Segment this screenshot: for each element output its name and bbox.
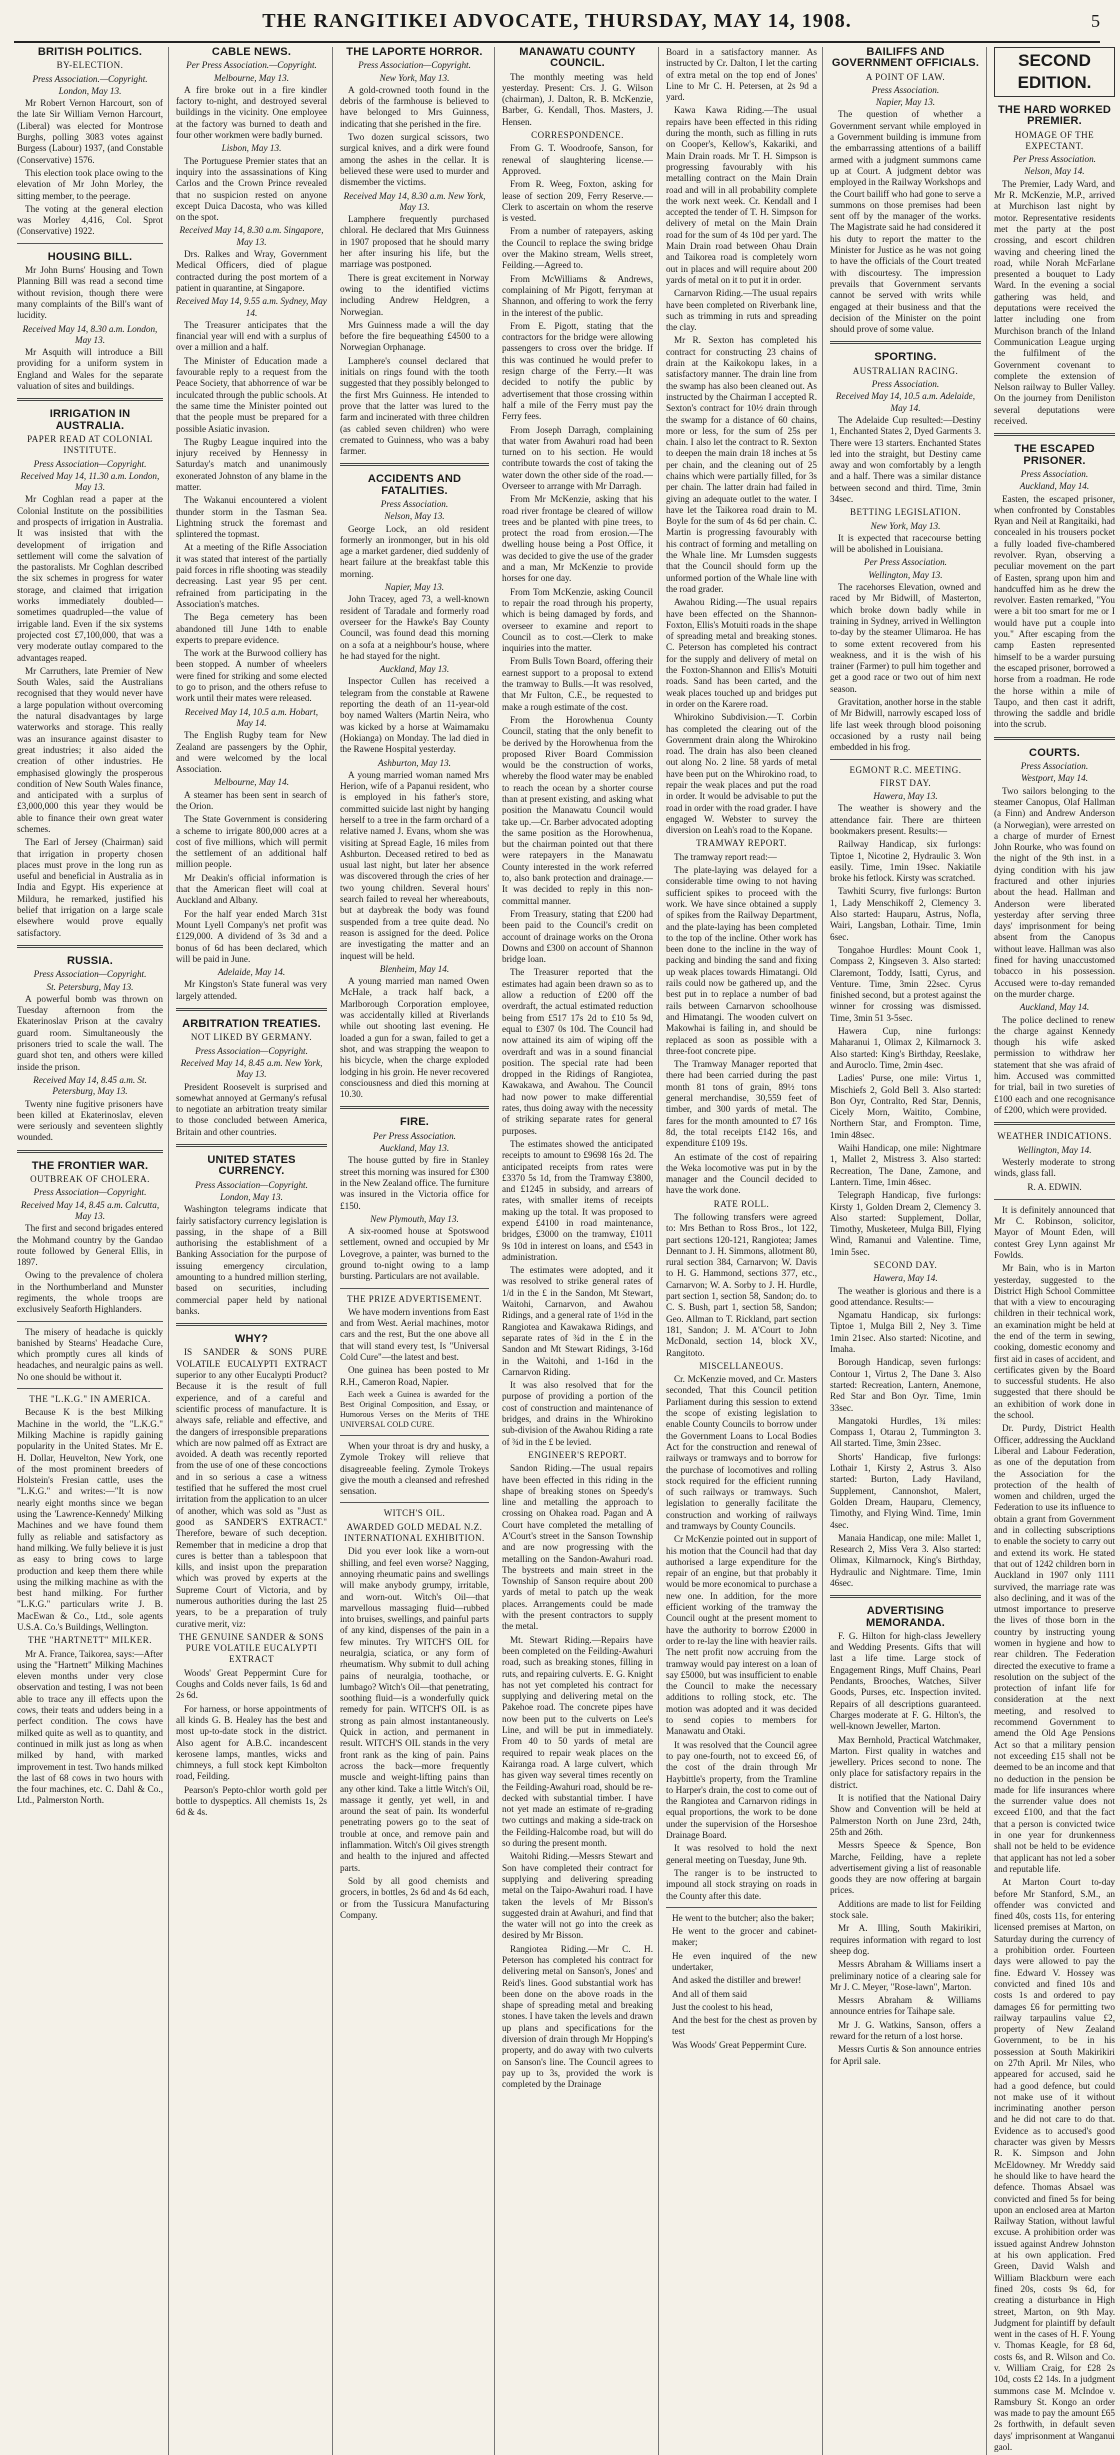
dateline: Lisbon, May 13.: [221, 143, 282, 154]
article-text: At a meeting of the Rifle Association it was stated that interest of the partially paid forces in rifle shooting was steadily decreasing. Last year 95 per cent. refrained from participating in the Association's matches.: [176, 542, 327, 609]
subheading: CORRESPONDENCE.: [531, 130, 624, 141]
article-text: This election took place owing to the elevation of Mr John Morley, the sitting member, to the peerage.: [17, 167, 163, 201]
article-text: IS SANDER & SONS PURE VOLATILE EUCALYPTI EXTRACT superior to any other Eucalypti Product? Because it is the result of full experience, and of a careful and scientific process of manufacture. It is always safe, reliable and effective, and the dangers of irresponsible preparations which are now palmed off as Extract are avoided. A death was recently reported from the use of one of these concoctions and in so serious a case a witness testified that he suffered the most cruel irritation from the application to an ulcer of another, which was sold as "Just as good as SANDER'S EXTRACT." Therefore, beware of such deception. Remember that in medicine a drop that cures is better than a tablespoon that kills, and insist upon the preparation which was proved by experts at the Supreme Court of Victoria, and by numerous authorities during the last 25 years, to be a preparation of truly curative merit, viz:: [176, 1347, 327, 1629]
article-text: A powerful bomb was thrown on Tuesday afternoon from the Ekaterinoslav Prison at the cavalry guard room. Simultaneously the prisoners tried to scale the wall. The guard shot ten, and others were killed inside the prison.: [17, 993, 163, 1072]
article-text: It was resolved to hold the next general meeting on Tuesday, June 9th.: [666, 1843, 817, 1865]
headline: MANAWATU COUNTY COUNCIL.: [519, 46, 636, 70]
article-text: Mr R. Sexton has completed his contract for constructing 23 chains of drain at the Kaikokopu lakes, in a satisfactory manner. The drain line from the swamp has also been cleaned out. As instructed by the Chairman I accepted R. Sexton's contract for 10½ drain through the swamp for a distance of 60 chains, more or less, for the sum of 25s per chain. I also let the contract to R. Sexton to deepen the main drain 18 inches at 5s per chain, and the cleaning out of 25 chains which were partially filled, for 3s per chain. The latter drain had failed in giving an adequate outlet to the water. I have let the Taikorea road drain to M. Boyle for the sum of 4s 6d per chain. C. Martin is progressing favourably with his contract of forming and metalling on the Whale line. Mr Lumsden suggests that the Council should form up the unformed portion of the Whale line with the road grader.: [666, 335, 817, 594]
source-line: Press Association.: [871, 379, 940, 390]
dateline: Nelson, May 13.: [384, 511, 445, 522]
headline: BRITISH POLITICS.: [37, 46, 143, 58]
article-text: The Wakanui encountered a violent thunder storm in the Tasman Sea. Lightning struck the foremast and splintered the topmast.: [176, 495, 327, 540]
article-text: Telegraph Handicap, five furlongs: Kirsty 1, Golden Dream 2, Clemency 3. Also started: Supplement, Dollar, Timothy, Musketeer, Mulga Bill, Flying Wind, Ramanui and Valentine. Time, 1min 5sec.: [830, 1190, 981, 1257]
masthead: [14, 10, 1100, 43]
subheading: PAPER READ AT COLONIAL INSTITUTE.: [27, 433, 153, 456]
article-text: We have modern inventions from East and from West. Aerial machines, motor cars and the rest, But the one above all that will stand every test, Is "Universal Cold Cure"—the latest and best.: [340, 1306, 489, 1363]
dateline: Westport, May 14.: [1020, 773, 1089, 784]
headline: HOUSING BILL.: [47, 250, 133, 263]
article-text: The plate-laying was delayed for a considerable time owing to not having sufficient spikes to proceed with the work. We have since obtained a supply of spikes from the Railway Department, and the plate-laying has been completed to the top of the incline. Other work has been done to the incline in the way of packing and binding the sand and fixing up weak places towards Himatangi. Old rails could now be gathered up, and the best put in to replace a number of bad rails between Carnarvon schoolhouse and Himatangi. The wooden culvert on Makowhai is failing in, and should be replaced as soon as possible with a three-foot concrete pipe.: [666, 865, 817, 1056]
article-text: The estimates showed the anticipated receipts to amount to £9698 16s 2d. The anticipated receipts from rates were £3370 5s 1d, from the Tramway £3800, and £1245 in subsidy, and arrears of rates, with smaller items of receipts making up the total. It was proposed to expend £4100 in road maintenance, bridges, £3000 on the tramway, £1011 9s 10d in interest on loans, and £543 in administration.: [502, 1138, 653, 1262]
divider: [994, 1122, 1115, 1125]
dateline: Wellington, May 13.: [868, 569, 943, 580]
article-text: Shorts' Handicap, five furlongs: Lothair 1, Kirsty 2, Astrus 3. Also started: Burton, Lady Haviland, Supplement, Cannonshot, Malert, Golden Dream, Hauparu, Clemency, Timothy, and Flying Wind. Time, 1min 4sec.: [830, 1451, 981, 1530]
article-text: Inspector Cullen has received a telegram from the constable at Rawene reporting the death of an 11-year-old boy named Walters (Martin Neira, who was kicked by a horse at Waimamaku (Hokianga) on Monday. The lad died in the Rawene Hospital yesterday.: [340, 676, 489, 755]
article-text: The first and second brigades entered the Mohmand country by the Gandao route followed by General Ellis, in 1897.: [17, 1223, 163, 1268]
headline: ACCIDENTS AND FATALITIES.: [367, 473, 462, 497]
article-text: Tawhiti Scurry, five furlongs: Burton 1, Lady Menschikoff 2, Clemency 3. Also started: Hauparu, Astrus, Nofla, Wairi, Langsban, Lothair. Time, 1min 6sec.: [830, 886, 981, 942]
verse-line: And all of them said: [672, 1988, 748, 1999]
source-line: Press Association—Copyright.: [358, 60, 471, 71]
article-text: Messrs Speece & Spence, Bon Marche, Feilding, have a replete advertisement giving a list of reasonable goods they are now offering at bargain prices.: [830, 1840, 981, 1896]
headline: ADVERTISING MEMORANDA.: [866, 1605, 945, 1629]
article-text: The Adelaide Cup resulted:—Destiny 1, Enchanted States 2, Dyed Garments 3. There were 13 starters. Enchanted States led into the straight, but Destiny came away and won comfortably by a length and a half. There was a similar distance between second and third. Time, 3min 34sec.: [830, 414, 981, 504]
headline: SPORTING.: [874, 351, 937, 364]
article-text: Cr. McKenzie moved, and Cr. Masters seconded, That this Council petition Parliament during this session to extend the scope of existing legislation to enable County Councils to borrow under the Government Loans to Local Bodies Act for the construction and renewal of railways or tramways and to borrow for the purchase of locomotives and rolling stock required for the efficient running of such railways or tramways. Such legislation to generally facilitate the construction and working of railways and tramways by County Councils.: [666, 1374, 817, 1531]
dateline: Adelaide, May 14.: [217, 967, 286, 978]
verse-line: He went to the butcher; also the baker;: [672, 1912, 815, 1923]
article-text: F. G. Hilton for high-class Jewellery and Wedding Presents. Gifts that will last a life time. Large stock of Engagement Rings, Muff Chains, Pearl Pendants, Brooches, Watches, Silver Goods, Purses, etc. Inspection invited. Repairs of all descriptions guaranteed. Charges moderate at F. G. Hilton's, the well-known Jeweller, Marton.: [830, 1630, 981, 1732]
article-text: Waihi Handicap, one mile: Nightmare 1, Mallet 2, Mistress 3. Also started: Recreation, The Dane, Zamone, and Lantern. Time, 1min 46sec.: [830, 1143, 981, 1187]
dateline: Auckland, May 14.: [1019, 481, 1090, 492]
article-text: From E. Pigott, stating that the contractors for the bridge were allowing passengers to cross over the bridge. If this was continued he would prefer to resign charge of the Ferry.—It was decided to notify the public by advertisement that those crossing within half a mile of the Ferry must pay the Ferry fees.: [502, 320, 653, 422]
dateline: Received May 14, 9.55 a.m. Sydney, May 14.: [176, 296, 327, 318]
article-text: There is great excitement in Norway owing to the identified victims including Andrew Heldgren, a Norwegian.: [340, 272, 489, 317]
article-text: Lamphere frequently purchased chloral. He declared that Mrs Guinness in 1907 proposed that he should marry her after insuring his life, but the marriage was postponed.: [340, 214, 489, 270]
verse-line: He went to the grocer and cabinet-maker;: [672, 1926, 817, 1948]
article-text: A six-roomed house at Spotswood settlement, owned and occupied by Mr Lovegrove, a painter, was burned to the ground to-night owing to a lamp bursting. Particulars are not available.: [340, 1226, 489, 1282]
article-text: It was also resolved that for the purpose of providing a portion of the cost of construction and maintenance of bridges, and drains in the Whirokino sub-division of the Awahou Riding a rate of ¾d in the £ be levied.: [502, 1380, 653, 1447]
headline: ARBITRATION TREATIES.: [182, 1018, 321, 1031]
article-text: Waitohi Riding.—Messrs Stewart and Son have completed their contract for supplying and delivering spreading metal on the Taipo-Awahuri road. I have taken the levels of Mr Bisson's suggested drain at Awahuri, and find that the water will not go into the creek as desired by Mr Bisson.: [502, 1851, 653, 1941]
article-text: The question of whether a Government servant while employed in a Government building is immune from the embarrassing attentions of a bailiff armed with a judgment summons came up at Court. A judgment debtor was employed in the Railway Workshops and the Court bailiff who had gone to serve a summons on those premises had been sent off by the manager of the works. The Magistrate said he had considered it his duty to report the matter to the Minister for Justice as he was not going to have the officials of the Court treated with discourtesy. The impression prevails that Government servants cannot be served with writs while engaged at their business and that the decision of the Minister on the point should prove of some value.: [830, 109, 981, 335]
article-text: Mr Robert Vernon Harcourt, son of the late Sir William Vernon Harcourt, (Liberal) was elected for Montrose Burghs, polling 3083 votes against Burgess (Labour) 1937, (and Constable (Conservative) 1576.: [17, 98, 163, 165]
article-text: Did you ever look like a worn-out shilling, and feel even worse? Nagging, annoying rheumatic pains and swellings will make anybody grumpy, irritable, and worn-out. Witch's Oil—that marvellous massaging fluid—rubbed into bruises, swellings, and painful parts of any kind, dispenses of the pain in a few minutes. Try WITCH'S OIL for neuralgia, sciatica, or any form of rheumatism. Why submit to dull aching pains of neuralgia, toothache, or lumbago? Witch's Oil—that penetrating, soothing fluid—is a wonderfully quick remedy for pain. WITCH'S OIL is as strong as pain almost instantaneously. Quick in action, and permanent in result. WITCH'S OIL stands in the very front rank as the king of pain. Pains across the back—more frequently muscle and weight-lifting pains than any other kind. Take a little Witch's Oil, massage it gently, yet well, in and around the seat of pain. Its wonderful penetrating powers go to the seat of trouble at once, and remove pain and inflammation. Witch's Oil gives strength and health to the injured and affected parts.: [340, 1546, 489, 1873]
divider: [17, 243, 163, 244]
article-text: The Rugby League inquired into the injury received by Hennessy in Saturday's match and unanimously exonerated Johnston of any blame in the matter.: [176, 436, 327, 492]
article-text: Mr J. G. Watkins, Sanson, offers a reward for the return of a lost horse.: [830, 2019, 981, 2041]
column-3: [337, 47, 495, 2455]
article-text: Mr Asquith will introduce a Bill providing for a uniform system in England and Wales for the separate valuation of sites and buildings.: [17, 347, 163, 392]
article-text: A fire broke out in a fire kindler factory to-night, and destroyed several buildings in the vicinity. One employee at the factory was burned to death and four other workmen were badly burned.: [176, 84, 327, 141]
article-text: It was resolved that the Council agree to pay one-fourth, not to exceed £6, of the cost of the drain through Mr Haybittle's property, from the Tramline to Harper's drain, the cost to come out of the Rangiotea and Carnarvon ridings in equal proportions, the work to be done under the supervision of the Horseshoe Drainage Board.: [666, 1739, 817, 1841]
dateline: Nelson, May 14.: [1024, 166, 1085, 177]
dateline: Received May 14, 10.5 a.m. Hobart, May 14.: [184, 706, 319, 728]
source-line: Press Association.: [1020, 761, 1089, 772]
article-text: The Premier, Lady Ward, and Mr R. McKenzie, M.P., arrived at Murchison last night by motor. Representative residents met the party at the post crossing, and escort children waving and cheering lined the road, while Norah McFarlane presented a bouquet to Lady Ward. In the evening a social gathering was held, and deputations were received the latter including one from Murchison branch of the Inland Communication League urging the fulfilment of the Government covenant to complete the extension of Nelson railway to Buller Valley. On the journey from Deniliston several deputations were received.: [994, 178, 1115, 427]
signature: R. A. EDWIN.: [1027, 1182, 1082, 1193]
article-text: Mt. Stewart Riding.—Repairs have been completed on the Feilding-Awahuri road, such as breaking stones, filling in ruts, and repairing culverts. E. G. Knight has not yet completed his contract for supplying and delivering metal on the Pakehoe road. The concrete pipes have now been put to the culverts on Lee's Line, and will be put in immediately. From 40 to 50 yards of metal are required to repair weak places on the Kairanga road. A large culvert, which has given way several times recently on the Feilding-Awahuri road, should be re-decked with substantial timber. I have not yet made an estimate of re-grading two cuttings and making a side-track on the Feilding-Halcombe road, but will do so during the present month.: [502, 1634, 653, 1849]
dateline: Wellington, May 14.: [1017, 1144, 1092, 1155]
divider: [340, 1288, 489, 1289]
headline: THE HARD WORKED PREMIER.: [998, 104, 1111, 128]
article-text: Each week a Guinea is awarded for the Best Original Composition, and Essay, or Humorous Verses on the Merits of THE UNIVERSAL COLD CURE.: [340, 1389, 489, 1429]
article-text: Messrs Abraham & Williams announce entries for Taihape sale.: [830, 1995, 981, 2017]
article-text: Pearson's Pepto-chlor worth gold per bottle to dyspeptics. All chemists 1s, 2s 6d & 4s.: [176, 1784, 327, 1818]
column-4: [499, 47, 659, 2455]
divider: [994, 1199, 1115, 1200]
article-text: The tramway report read:—: [674, 851, 777, 862]
divider: [340, 463, 489, 466]
source-line: Press Association.: [380, 498, 449, 509]
subheading: FIRST DAY.: [879, 777, 932, 788]
article-text: Manaia Handicap, one mile: Mallet 1, Research 2, Miss Vera 3. Also started: Olimax, Kilmarnock, King's Birthday, Hydraulic and Nightmare. Time, 1min 46sec.: [830, 1532, 981, 1588]
divider: [176, 1008, 327, 1011]
dateline: Received May 14, 8.45 a.m. St. Petersburg, May 13.: [33, 1074, 147, 1097]
divider: [830, 1595, 981, 1598]
article-text: Washington telegrams indicate that fairly satisfactory currency legislation is passing, in the shape of a Bill authorising the establishment of a Banking Association for the purpose of issuing emergency circulation, amounting to a hundred million sterling, based on securities, including commercial paper held by national banks.: [176, 1204, 327, 1316]
headline: THE LAPORTE HORROR.: [346, 46, 483, 58]
subheading: A POINT OF LAW.: [865, 71, 946, 82]
headline: IRRIGATION IN AUSTRALIA.: [49, 408, 131, 432]
divider: [340, 1106, 489, 1109]
dateline: Napier, May 13.: [384, 582, 445, 593]
source-line: Per Press Association.: [373, 1130, 456, 1141]
article-text: President Roosevelt is surprised and somewhat annoyed at Germany's refusal to negotiate an arbitration treaty similar to those concluded between America, Britain and other countries.: [176, 1081, 327, 1137]
article-text: The English Rugby team for New Zealand are passengers by the Ophir, and were welcomed by the local Association.: [176, 730, 327, 775]
source-line: Per Press Association.—Copyright.: [186, 60, 317, 71]
article-text: Messrs Abraham & Williams insert a preliminary notice of a clearing sale for Mr J. C. Meyer, "Rose-lawn", Marton.: [830, 1959, 981, 1992]
article-text: Westerly moderate to strong winds, glass fall.: [994, 1156, 1115, 1179]
dateline: Blenheim, May 14.: [379, 963, 450, 974]
article-text: Two dozen surgical scissors, two surgical knives, and a dirk were found among the ashes in the cellar. It is believed these were used to murder and dismember the victims.: [340, 132, 489, 188]
article-text: The Treasurer reported that the estimates had again been drawn so as to allow a reduction of £200 off the overdraft, the actual estimated reduction being from £517 17s 2d to £10 5s 9d, equal to £307 0s 10d. The Council had now attained its aim of wiping off the overdraft and was in a sound financial position. The special rate had been dropped in the Ridings of Rangiotea, Kawakawa, and Awahou. The Council had now power to make differential rates, thus doing away with the necessity of striking separate rates for general purposes.: [502, 967, 653, 1136]
article-text: From Treasury, stating that £200 had been paid to the Council's credit on account of drainage works on the Orona Downs and £300 on account of Shannon bridge loan.: [502, 908, 653, 965]
edition-banner: SECOND EDITION.: [994, 47, 1115, 97]
article-text: Whirokino Subdivision.—T. Corbin has completed the clearing out of the Government drain along the Whirokino road. The drain has also been cleaned out along No. 2 line. 58 yards of metal have been put on the Whirokino road, to repair the weak places and put the road in order. It would be advisable to put the road in order with the road grader. I have engaged W. Webster to survey the diversion on Leah's road to the Kopane.: [666, 712, 817, 836]
divider: [666, 1907, 817, 1908]
column-2: [173, 47, 333, 2455]
headline: WHY?: [234, 1333, 269, 1346]
article-text: Sold by all good chemists and grocers, in bottles, 2s 6d and 4s 6d each, or from the Tussicura Manufacturing Company.: [340, 1875, 489, 1920]
article-text: Mr Bain, who is in Marton yesterday, suggested to the District High School Committee that with a view to encouraging children in their technical work, an examination might be held at the end of the term in sewing, cooking, domestic economy and first aid in cases of accident, and certificates given by the Board to successful students. He also suggested that there should be an exhibition of work done in the school.: [994, 1263, 1115, 1421]
source-line: Press Association—Copyright.: [33, 1187, 147, 1198]
dateline: Hawera, May 14.: [873, 1273, 938, 1284]
article-text: Kawa Kawa Riding.—The usual repairs have been effected in this riding during the month, such as filling in ruts on Cooper's, Kellow's, Kakariki, and Main Drain roads. Mr T. H. Simpson is progressing favourably with his metalling contract on the Main Drain road and will in all probability complete the work next week. Cr. Kendall and I accepted the tender of T. H. Simpson for delivery of metal on the Main Drain road for the sum of 4s 10d per yard. The Main Drain road between Ohau Drain and Taikorea road is completely worn out in places and will require about 200 yards of metal on it to put it in order.: [666, 105, 817, 285]
newspaper-title: THE RANGITIKEI ADVOCATE, THURSDAY, MAY 14, 1908.: [262, 10, 852, 32]
dateline: New York, May 13.: [379, 72, 450, 83]
subheading: BY-ELECTION.: [56, 60, 124, 71]
article-text: It is notified that the National Dairy Show and Convention will be held at Palmerston North on June 23rd, 24th, 25th and 26th.: [830, 1793, 981, 1837]
dateline: Melbourne, May 13.: [213, 72, 289, 83]
article-text: George Lock, an old resident formerly an ironmonger, but in his old age a market gardener, died suddenly of heart failure at the breakfast table this morning.: [340, 523, 489, 579]
dateline: Melbourne, May 14.: [213, 777, 289, 788]
article-text: Drs. Ralkes and Wray, Government Medical Officers, died of plague contracted during the post mortem of a patient in quarantine, at Singapore.: [176, 249, 327, 293]
article-text: From R. Weeg, Foxton, asking for lease of section 209, Ferry Reserve.—Clerk to ascertain on whom the reserve is vested.: [502, 179, 653, 224]
subheading: WITCH'S OIL.: [383, 1508, 446, 1519]
article-text: Max Bernhold, Practical Watchmaker, Marton. First quality in watches and jewellery. Prices second to none. The only place for satisfactory repairs in the district.: [830, 1734, 981, 1790]
column-7: [991, 47, 1120, 2455]
article-text: Woods' Great Peppermint Cure for Coughs and Colds never fails, 1s 6d and 2s 6d.: [176, 1667, 327, 1701]
source-line: Press Association—Copyright.: [33, 969, 147, 980]
divider: [830, 341, 981, 344]
article-text: Mr Carruthers, late Premier of New South Wales, said the Australians recognised that they would never have a large population without overcoming the natural disadvantages by large waterworks and storage. This really was an insurance against disaster to great industries; it also aided the creation of other industries. He emphasised glowingly the prosperous condition of New South Wales finance, and anticipated with a surplus of £3,000,000 this year they would be able to finance their own great water schemes.: [17, 665, 163, 834]
subheading: HOMAGE OF THE EXPECTANT.: [1014, 129, 1095, 151]
article-text: The Minister of Education made a favourable reply to a request from the Peace Society, that abhorrence of war be inculcated through the public schools. At the same time the Minister pointed out that the people must be prepared for a possible Asiatic invasion.: [176, 355, 327, 434]
divider: [340, 1435, 489, 1436]
article-text: From the Horowhenua County Council, stating that the only benefit to be derived by the Horowhenua from the proposed River Board Commission would be the construction of works, whereby the flood water may be enabled to reach the ocean by a shorter course than at present existing, and asking what position the Manawatu Council would take up.—Cr. Barber advocated adopting the same position as the Horowhenua, but the chairman pointed out that there were ratepayers in the Manawatu County interested in the work referred to, also bank protection and drainage.—It was decided to reply in this non-committal manner.: [502, 714, 653, 906]
article-text: Mr Coghlan read a paper at the Colonial Institute on the possibilities and prospects of irrigation in Australia. It was insisted that with the development of irrigation and settlement will come the salvation of the pastoralists. Mr Coghlan described the six schemes in progress for water storage, and claimed that irrigation works immediately doubled—sometimes quadrupled—the value of irrigable land. Even if the six systems projected cost £7,100,000, that was a very moderate outlay compared to the advantages reaped.: [17, 494, 163, 663]
dateline: Hawera, May 13.: [873, 791, 938, 802]
columns: [14, 46, 1115, 2453]
source-line: Press Association—Copyright.: [195, 1179, 308, 1190]
article-text: From Bulls Town Board, offering their earnest support to a proposal to extend the tramway to Bulls.—It was resolved, that Mr Fulton, C.E., be requested to make a rough estimate of the cost.: [502, 656, 653, 712]
article-text: From Mr McKenzie, asking that his road river frontage be cleared of willow trees and be planted with pine trees, to protect the road from erosion.—The dwelling house being a Post Office, it was decided to give the use of the grader and a man, Mr McKenzie to provide horses for one day.: [502, 494, 653, 584]
headline: COURTS.: [1029, 746, 1080, 759]
article-text: Ladies' Purse, one mile: Virtus 1, Mischiefs 2, Gold Bell 3. Also started: Bon Oyr, Contralto, Red Star, Dennis, Cicely Morn, Waitito, Combine, Northern Star, and Frompton. Time, 1min 48sec.: [830, 1073, 981, 1140]
divider: [340, 1502, 489, 1503]
article-text: An estimate of the cost of repairing the Weka locomotive was put in by the manager and the Council decided to have the work done.: [666, 1151, 817, 1196]
article-text: The weather is glorious and there is a good attendance. Results:—: [830, 1285, 981, 1307]
source-line: Press Association.: [1020, 468, 1089, 479]
subheading: THE "L.K.G." IN AMERICA.: [29, 1394, 151, 1405]
article-text: Additions are made to list for Feilding stock sale.: [830, 1898, 981, 1921]
subheading: THE PRIZE ADVERTISEMENT.: [346, 1293, 483, 1304]
article-text: Dr. Purdy, District Health Officer, addressing the Auckland Liberal and Labour Federation, as one of the deputation from the Association for the protection of the health of women and children, urged the Federation to use its influence to obtain a grant from Government and in collecting subscriptions to enable the society to carry out and extend its work. He stated that out of 1242 children born in Auckland in 1907 only 1111 survived, the marriage rate was also declining, and it was of the utmost importance to preserve the lives of those born in the country by instructing young women in hygiene and how to rear children. The Federation directed the executive to frame a resolution on the subject of the protection of infant life for consideration at the next meeting, and resolved to recommend Government to amend the Old Age Pensions Act so that a military pension not exceeding £15 shall not be deemed to be an income and that no deduction in the pension be made for life insurances where the surrender value does not exceed £100, and that the fact that a person is convicted twice in one year for drunkenness shall not be held to be evidence that applicant has not led a sober and reputable life.: [994, 1423, 1115, 1874]
dateline: Received May 14, 10.5 a.m. Adelaide, May 14.: [835, 391, 976, 413]
article-text: From Tom McKenzie, asking Council to repair the road through his property, which is being damaged by fords, and overseer to examine and report to Council as to cost.—Clerk to make inquiries into the matter.: [502, 586, 653, 654]
article-text: From McWilliams & Andrews, complaining of Mr Pigott, ferryman at Shannon, and offering to work the ferry in the interest of the public.: [502, 273, 653, 318]
subheading: WEATHER INDICATIONS.: [997, 1131, 1112, 1142]
article-text: One guinea has been posted to Mr R.H., Cameron Road, Napier.: [340, 1365, 489, 1387]
article-text: Easten, the escaped prisoner, when confronted by Constables Ryan and Neil at Rangitaiki, had concealed in his trousers pocket a fully loaded five-chambered revolver. Ryan, observing a peculiar movement on the part of Easten, sprang upon him and handcuffed him as he drew the revolver. Easten remarked, "You were a bit too smart for me or I would have put a couple into you." After escaping from the camp Easten represented himself to be a warder pursuing the escaped prisoner, borrowed a horse from a roadman. He rode the horse within a mile of Taupo, and then cast it adrift, throwing the saddle and bridle into the scrub.: [994, 493, 1115, 730]
article-text: For harness, or horse appointments of all kinds G. B. Healey has the best and most up-to-date stock in the district. Also agent for A.B.C. incandescent kerosene lamps, mantles, wicks and chimneys, a full stock kept Kimbolton road, Feilding.: [176, 1703, 327, 1782]
article-text: From a number of ratepayers, asking the Council to replace the swing bridge over the Makino stream, Wells street, Feilding.—Agreed to.: [502, 226, 653, 271]
article-text: Awahou Riding.—The usual repairs have been effected on the Shannon-Foxton, Ellis's Motuiti roads in the shape of spreading metal and breaking stones. C. Peterson has completed his contract for the supply and delivery of metal on the Foxton-Shannon and Ellis's Motuiti roads. Sand has been carted, and the weak places touched up and bridges put in order on the Karere road.: [666, 597, 817, 709]
subheading: TRAMWAY REPORT.: [696, 838, 787, 849]
article-text: Because K is the best Milking Machine in the world, the "L.K.G." Milking Machine is rapidly gaining popularity in the United States. Mr E. H. Dollar, Heuvelton, New York, one of the most prominent breeders of Holstein's Fresian cattle, uses the "L.K.G." and writes:—"It is now nearly eight months since we began using the 'Lawrence-Kennedy' Milking Machines and we have found them fully as reliable and satisfactory as hand milking. We fully believe it is just as easy to bring cows to large production and keep them there while using the milking machine as with the best hand milking. For further "L.K.G." particulars write J. B. MacEwan & Co., Ltd., sole agents U.S.A. Co.'s Buildings, Wellington.: [17, 1407, 163, 1632]
article-text: The misery of headache is quickly banished by Stearns' Headache Cure, which promptly cures all kinds of headaches, and neuralgic pains as well. No one should be without it.: [17, 1326, 163, 1382]
article-text: From Joseph Darragh, complaining that water from Awahuri road had been turned on to his section. He would contribute towards the cost of taking the water down the other side of the road.—Overseer to arrange with Mr Darragh.: [502, 424, 653, 491]
article-text: Tongahoe Hurdles: Mount Cook 1, Compass 2, Kingseven 3. Also started: Claremont, Toddy, Isatti, Cyrus, and Venture. Time, 3min 22sec. Cyrus finished second, but a protest against the winner for crossing was dismissed. Time, 3min 51 3-5sec.: [830, 944, 981, 1023]
subheading: AWARDED GOLD MEDAL N.Z. INTERNATIONAL EXHIBITION.: [344, 1521, 485, 1544]
subheading: AUSTRALIAN RACING.: [852, 365, 959, 376]
divider: [17, 1150, 163, 1153]
article-text: At Marton Court to-day before Mr Stanford, S.M., an offender was convicted and fined 40s, costs 11s, for entering licensed premises at Marton, on Saturday during the currency of a prohibition order. Fourteen days were allowed to pay the fine. Edward V. Hossey was convicted and fined 10s and costs 1s and ordered to pay damages £6 for permitting two railway tarpaulins value £2, property of New Zealand Government, to be in his possession at South Makirikiri on 27th April. Mr Niles, who appeared for accused, said he had a good defence, but could not make use of it without incriminating another person and he did not care to do that. Evidence as to accused's good character was given by Messrs R. K. Simpson and John McEldowney. Mr Wreddy said he should like to have heard the defence. Thomas Absael was convicted and fined 5s for being upon an enclosed area at Marton Railway Station, without lawful excuse. A prohibition order was issued against Andrew Johnston at his own application. Fred Green, David Walsh and William Blackburn were each fined 20s, costs 9s 6d, for creating a disturbance in High street, Marton, on 9th May. Judgment for plaintiff by default went in the cases of H. F. Young v. Thomas Keagle, for £8 6d, costs 6s, and R. Wilson and Co. v. William Craig, for £28 2s 10d, costs £2 14s. In a judgment summons case M. McIndoe v. Ramsbury St. Kongo an order was made to pay the amount £65 2s forthwith, in default seven days' imprisonment at Wanganui gaol.: [994, 1877, 1115, 2453]
article-text: The ranger is to be instructed to impound all stock straying on roads in the County after this date.: [666, 1867, 817, 1901]
headline: RUSSIA.: [66, 954, 114, 967]
dateline: Auckland, May 13.: [379, 664, 450, 675]
subheading: SECOND DAY.: [873, 1259, 938, 1270]
headline: THE ESCAPED PRISONER.: [1014, 443, 1095, 467]
article-text: Mr Deakin's official information is that the American fleet will coal at Auckland and Albany.: [176, 872, 327, 906]
dateline: Auckland, May 13.: [379, 1143, 450, 1154]
dateline: Received May 14, 8.30 a.m. New York, May 13.: [343, 190, 486, 212]
dateline: London, May 13.: [58, 85, 122, 96]
article-text: It is definitely announced that Mr C. Robinson, solicitor, Mayor of Mount Eden, will contest Grey Lynn against Mr Fowlds.: [994, 1204, 1115, 1260]
divider: [830, 759, 981, 760]
article-text: Gravitation, another horse in the stable of Mr Bidwill, narrowly escaped loss of life last week through blood poisoning occasioned by a rusty nail being embedded in his frog.: [830, 697, 981, 753]
headline: THE FRONTIER WAR.: [31, 1159, 149, 1172]
article-text: Cr McKenzie pointed out in support of his motion that the Council had that day authorised a large expenditure for the repair of an engine, but that probably it would be more economical to purchase a new one. In addition, for the more efficient working of the tramway the Council ought at the present moment to have the authority to borrow £2000 in order to re-lay the line with heavier rails. The nett profit now accruing from the tramway would pay interest on a loan of say £5000, but was insufficient to enable the Council to make the necessary additions to rolling stock, etc. The motion was adopted and it was decided to send copies to members for Manawatu and Otaki.: [666, 1534, 817, 1737]
article-text: Borough Handicap, seven furlongs: Contour 1, Virtus 2, The Dane 3. Also started: Recreation, Lantern, Anemone, Red Star and Bon Oyr. Time, 1min 33sec.: [830, 1357, 981, 1413]
source-line: Per Press Association.: [864, 557, 947, 568]
dateline: Received May 14, 8.30 a.m. London, May 13.: [22, 323, 158, 345]
article-text: The weather is showery and the attendance fair. There are thirteen bookmakers present. Results:—: [830, 803, 981, 836]
article-text: It is expected that racecourse betting will be abolished in Louisiana.: [830, 532, 981, 555]
article-text: Owing to the prevalence of cholera in the Northumberland and Munster regiments, the whole troops are exclusively Seaforth Highlanders.: [17, 1270, 163, 1315]
article-text: For the half year ended March 31st Mount Lyell Company's net profit was £129,000. A dividend of 3s 3d and a bonus of 6d has been declared, which will be paid in June.: [176, 908, 327, 964]
dateline: Received May 14, 8.45 a.m. Calcutta, May 13.: [20, 1199, 160, 1221]
divider: [994, 433, 1115, 436]
article-text: The Treasurer anticipates that the financial year will end with a surplus of over a million and a half.: [176, 319, 327, 353]
article-text: The Tramway Manager reported that there had been carried during the past month 81 tons of grain, 89½ tons general merchandise, 30,559 feet of timber, and 300 yards of metal. The fares for the month amounted to £7 16s 8d, the total receipts £142 16s, and expenditure £109 19s.: [666, 1059, 817, 1149]
subheading: NOT LIKED BY GERMANY.: [190, 1032, 313, 1043]
headline: CABLE NEWS.: [211, 46, 292, 58]
article-text: The racehorses Elevation, owned and raced by Mr Bidwill, of Masterton, which broke down badly while in training in Sydney, arrived in Wellington to-day by the steamer Ulimaroa. He has to some extent recovered from his weakness, and it is the wish of his trainer (Farmer) to pull him together and get a good race or two out of him next season.: [830, 582, 981, 694]
article-text: Board in a satisfactory manner. As instructed by Cr. Dalton, I let the carting of extra metal on the top end of Jones' Line to Mr C. H. Petersen, at 2s 9d a yard.: [666, 47, 817, 103]
subheading: THE "HARTNETT" MILKER.: [27, 1635, 153, 1646]
article-text: The monthly meeting was held yesterday. Present: Crs. J. G. Wilson (chairman), J. Dalton, R. B. McKenzie, Barber, G. Kendall, Thos. Masters, J. Hensen.: [502, 71, 653, 127]
article-text: The work at the Burwood colliery has been stopped. A number of wheelers were fined for striking and some elected to go to prison, and the others refuse to work until their mates were released.: [176, 648, 327, 704]
divider: [17, 945, 163, 948]
divider: [994, 737, 1115, 740]
article-text: The State Government is considering a scheme to irrigate 800,000 acres at a cost of five millions, which will permit the settlement of an additional half million people.: [176, 814, 327, 870]
subheading: OUTBREAK OF CHOLERA.: [30, 1174, 150, 1185]
article-text: The estimates were adopted, and it was resolved to strike general rates of 1/d in the £ in the Sandon, Mt Stewart, Waitohi, Carnarvon, and Awahou Ridings, and a general rate of 1½d in the Rangiotea and Kawakawa Ridings, and separate rates of ¾d in the £ in the Sandon and Mt Stewart Ridings, 3-16d in the Waitohi, and 1-16d in the Carnarvon Riding.: [502, 1265, 653, 1377]
article-text: The house gutted by fire in Stanley street this morning was insured for £300 in the New Zealand office. The furniture was insured in the Victoria office for £150.: [340, 1155, 489, 1211]
dateline: Received May 14, 8.45 a.m. New York, May 13.: [180, 1057, 323, 1080]
verse-line: Was Woods' Great Peppermint Cure.: [672, 2039, 807, 2050]
article-text: Lamphere's counsel declared that initials on rings found with the tooth suggested that they possibly belonged to the first Mrs Guinness. He intended to prove that the latter was lured to the farm and incinerated with three children (as cabled seven children) who were cremated to Guinness, who was a baby farmer.: [340, 355, 489, 457]
headline: BAILIFFS AND GOVERNMENT OFFICIALS.: [831, 46, 980, 70]
verse-line: And the best for the chest as proven by test: [672, 2015, 817, 2037]
divider: [17, 1388, 163, 1389]
subheading: RATE ROLL.: [713, 1198, 770, 1209]
article-text: Mr A. Illing, South Makirikiri, requires information with regard to lost sheep dog.: [830, 1923, 981, 1956]
article-text: When your throat is dry and husky, a Zymole Trokey will relieve that disagreeable feeling. Zymole Trokeys give the mouth a cleansed and refreshed sensation.: [340, 1440, 489, 1497]
article-text: Rangiotea Riding.—Mr C. H. Peterson has completed his contract for delivering metal on Sanson's, Jones' and Reid's lines. Good substantial work has been done on the above roads in the shape of spreading metal and breaking stones. I have taken the levels and drawn up plans and specifications for the diversion of drain through Mr Hopping's property, and do away with two culverts on Sanson's line. The Council agrees to pay up to 3s, provided the work is completed by the Drainage: [502, 1943, 653, 2090]
source-line: Per Press Association.: [1013, 154, 1096, 165]
article-text: Ngamatu Handicap, six furlongs: Tiptoe 1, Mulga Bill 2, Ney 3. Time 1min 21sec. Also started: Nicotine, and Imaha.: [830, 1310, 981, 1355]
article-text: John Tracey, aged 73, a well-known resident of Taradale and formerly road overseer for the Hawke's Bay County Council, was found dead this morning on a sofa at a neighbour's house, where he had stayed for the night.: [340, 594, 489, 661]
article-text: Railway Handicap, six furlongs: Tiptoe 1, Nicotine 2, Hydraulic 3. Won easily. Time, 1min 19sec. Nakiatile broke his fetlock. Kirsty was scratched.: [830, 839, 981, 884]
article-text: Sandon Riding.—The usual repairs have been effected in this riding in the shape of breaking stones on Speedy's line and metalling the approach to crossing on Ohakea road. Pagan and A Court have completed the metalling of A'Court's street in the Sanson Township and are now progressing with the metalling on the Sandon-Awahuri road. The bystreets and main street in the Township of Sanson require about 200 yards of metal to patch up the weak places. Arrangements could be made with the present contractors to supply the metal.: [502, 1463, 653, 1632]
article-text: The Earl of Jersey (Chairman) said that irrigation in property chosen places must prove in the long run as useful and beneficial in Australia as in India and Egypt. His experience at Mildura, he remarked, justified his belief that irrigation on a large scale elsewhere would prove equally satisfactory.: [17, 837, 163, 938]
article-text: A steamer has been sent in search of the Orion.: [176, 789, 327, 811]
subheading: EGMONT R.C. MEETING.: [849, 764, 962, 775]
column-5: [663, 47, 823, 2455]
article-text: The police declined to renew the charge against Kennedy though his wife asked permission to withdraw her statement that she was afraid of him. Accused was committed for trial, bail in two sureties of £100 each and one recognisance of £200, which were provided.: [994, 1014, 1115, 1115]
subheading: MISCELLANEOUS.: [699, 1360, 784, 1371]
article-text: Mangatoki Hurdles, 1¾ miles: Compass 1, Otarau 2, Tummington 3. All started. Time, 3min 23sec.: [830, 1415, 981, 1449]
source-line: Press Association—Copyright.: [195, 1045, 308, 1056]
article-text: The Bega cemetery has been abandoned till June 14th to enable experts to prepare evidence.: [176, 612, 327, 645]
article-text: Carnarvon Riding.—The usual repairs have been completed on Riverbank line, such as trimming in ruts and spreading the clay.: [666, 288, 817, 333]
article-text: A gold-crowned tooth found in the debris of the farmhouse is believed to have belonged to Mrs Guinness, indicating that she perished in the fire.: [340, 84, 489, 129]
source-line: Press Association—Copyright.: [33, 458, 147, 469]
dateline: Auckland, May 14.: [1019, 1002, 1090, 1013]
article-text: Mr Kingston's State funeral was very largely attended.: [176, 979, 327, 1001]
article-text: Mr John Burns' Housing and Town Planning Bill was read a second time without revision, though there were many complaints of the Bill's want of lucidity.: [17, 265, 163, 321]
article-text: Mrs Guinness made a will the day before the fire bequeathing £4500 to a Norwegian Orphanage.: [340, 319, 489, 353]
subheading: ENGINEER'S REPORT.: [528, 1449, 627, 1460]
subheading: THE GENUINE SANDER & SONS PURE VOLATILE EUCALYPTI EXTRACT: [179, 1631, 324, 1665]
verse-line: And asked the distiller and brewer!: [672, 1975, 802, 1986]
article-text: A young married woman named Mrs Herion, wife of a Papanui resident, who is employed in his father's store, committed suicide last night by hanging herself to a tree in the farm orchard of a relative named J. Evans, whom she was visiting at Spread Eagle, 16 miles from Ashburton. Deceased retired to bed as usual last night, but later her absence was discovered through the cries of her two young children. Several hours' search failed to reveal her whereabouts, but at daybreak the body was found suspended from a tree quite dead. No reason is assigned for the deed. Police are investigating the matter and an inquest will be held.: [340, 769, 489, 961]
column-6: [827, 47, 987, 2455]
article-text: Hawera Cup, nine furlongs: Maharanui 1, Olimax 2, Kilmarnock 3. Also started: King's Birthday, Reeslake, and Auroclo. Time, 2min 4sec.: [830, 1026, 981, 1070]
article-text: The following transfers were agreed to: Mrs Bethan to Ross Bros., lot 122, part sections 120-121, Rangiotea; James Dennant to J. H. Simmons, allotment 80, rural section 384, Carnarvon; W. Davis to H. G. Hammond, sections 377, etc., Carnarvon; W. A. Sorby to J. H. Hurdle, part section 1, section 58, Sandon; do. to C. S. Bush, part 1, section 58, Sandon; Geo. Allman to T. Rickland, part section 181, Sandon; J. M. A'Court to John McDonald, section 14, block XV., Rangitoto.: [666, 1211, 817, 1358]
article-text: Messrs Curtis & Son announce entries for April sale.: [830, 2044, 981, 2066]
source-line: Press Association.: [871, 84, 940, 95]
page-number: 5: [1091, 11, 1100, 31]
dateline: New Plymouth, May 13.: [370, 1213, 459, 1224]
column-1: [14, 47, 169, 2455]
dateline: New York, May 13.: [870, 520, 941, 531]
article-text: A young married man named Owen McHale, a track half back, a Marlborough Corporation employee, was accidentally killed at Riverlands while out shooting last evening. He loaded a gun for a swan, failed to get a shot, and was strapping the weapon to his bicycle, when the charge exploded lodging in his groin. He never recovered consciousness and died this morning at 10.30.: [340, 976, 489, 1100]
dateline: London, May 13.: [220, 1191, 283, 1202]
divider: [17, 398, 163, 401]
dateline: Received May 14, 8.30 a.m. Singapore, May 13.: [179, 225, 324, 247]
divider: [17, 1321, 163, 1322]
dateline: St. Petersburg, May 13.: [46, 981, 134, 992]
article-text: Twenty nine fugitive prisoners have been killed at Ekaterinoslav, eleven were seriously and seventeen slightly wounded.: [17, 1098, 163, 1143]
verse-line: Just the coolest to his head,: [672, 2001, 773, 2012]
divider: [176, 1323, 327, 1326]
article-text: From G. T. Woodroofe, Sanson, for renewal of slaughtering license.—Approved.: [502, 143, 653, 176]
article-text: Mr A. France, Taikorea, says:—After using the "Hartnett" Milking Machines eleven months under very close observation and testing, I was not been able to trace any ill effects upon the cows, their teats and udders being in a perfect condition. The cows have milked quite as well as to quantity, and continued in milk just as long as when milked by hand, with marked improvement in test. Two hands milked the last of 68 cows in two hours with the four machines, etc. C. Dahl & Co., Ltd., Palmerston North.: [17, 1648, 163, 1806]
divider: [176, 1144, 327, 1147]
subheading: BETTING LEGISLATION.: [850, 507, 961, 518]
dateline: Ashburton, May 13.: [378, 757, 451, 768]
dateline: Received May 14, 11.30 a.m. London, May 13.: [20, 470, 160, 493]
article-text: The voting at the general election was Morley 4,416, Col. Sprot (Conservative) 1922.: [17, 203, 163, 237]
article-text: The Portuguese Premier states that an inquiry into the assassinations of King Carlos and the Crown Prince revealed that no suspicion rested on anyone except Duica Dacosta, who was killed on the spot.: [176, 155, 327, 223]
headline: FIRE.: [399, 1116, 430, 1129]
source-line: Press Association.—Copyright.: [32, 73, 148, 84]
verse-line: He even inquired of the new undertaker,: [672, 1950, 817, 1972]
article-text: Two sailors belonging to the steamer Canopus, Olaf Hallman (a Finn) and Andrew Anderson (a Norwegian), were arrested on a charge of murder of Ernest John Rourke, who was found on the night of the 9th inst. in a dying condition with his jaw fractured and other injuries about the head. Hallman and Anderson were liberated yesterday after serving three days' imprisonment for being absent from the Canopus without leave. Hallman was also fined for having unaccustomed tobacco in his possession. Accused were to-day remanded on the murder charge.: [994, 785, 1115, 999]
headline: UNITED STATES CURRENCY.: [207, 1154, 296, 1178]
dateline: Napier, May 13.: [875, 97, 936, 108]
